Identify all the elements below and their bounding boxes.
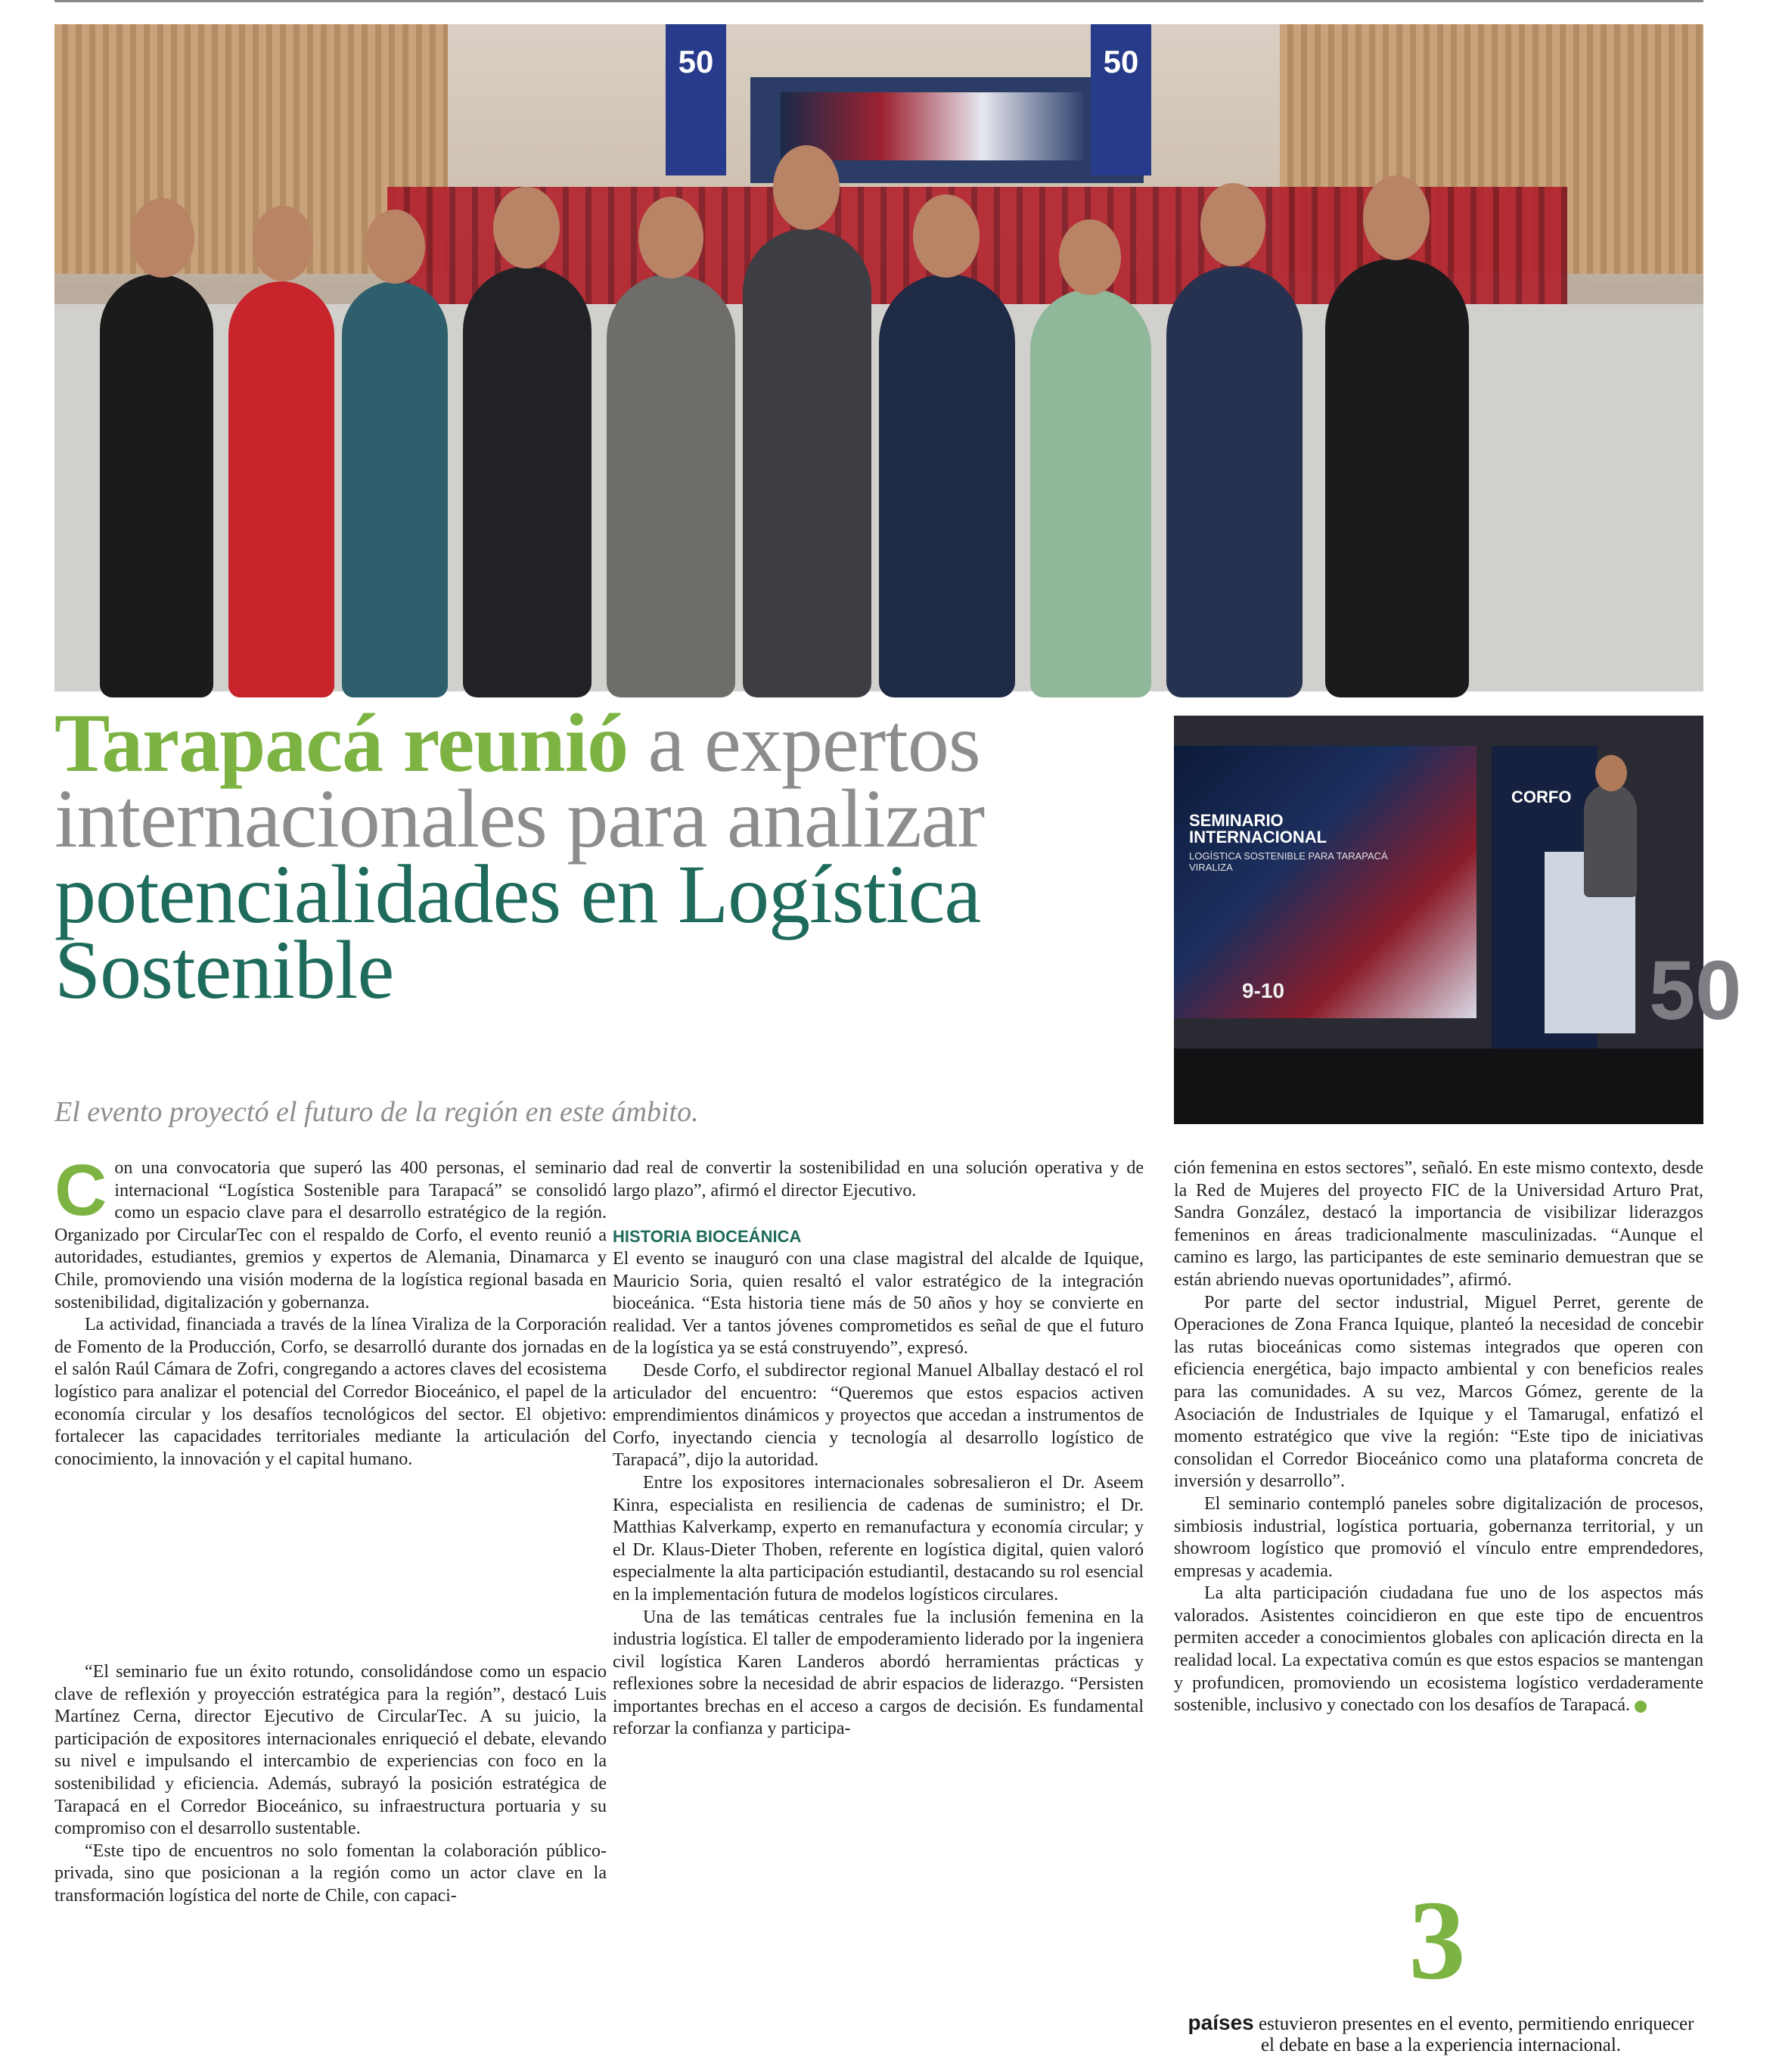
person-3 xyxy=(342,281,448,697)
event-screen-subtitle: LOGÍSTICA SOSTENIBLE PARA TARAPACÁ VIRALIZA xyxy=(1189,850,1388,873)
person-6-head xyxy=(773,145,840,230)
top-rule xyxy=(54,0,1703,2)
col2-paragraph-5: Una de las temáticas centrales fue la inclusión femenina en la industria logística. El taller de empoderamiento liderado por la ingeniera civil logística Karen Landeros abordó herramientas prácticas y reflexiones sobre la necesidad de abrir espacios de liderazgo. “Persisten importantes brechas en el acceso a cargos de decisión. Es fundamental reforzar la confianza y participa- xyxy=(613,1607,1144,1739)
person-1 xyxy=(100,274,213,697)
col3-paragraph-2: Por parte del sector industrial, Miguel Perret, gerente de Operaciones de Zona Franca Iquique, planteó la necesidad de concebir las rutas bioceánicas como sistemas integrados que operen con eficiencia energética, bajo impacto ambiental y con beneficios reales para las comunidades. A su vez, Marcos Gómez, gerente de la Asociación de Industriales de Iquique y el Tamarugal, enfatizó el momento estratégico que vive la región: “Este tipo de iniciativas consolidan el Corredor Bioceánico como una plataforma concreta de inversión y desarrollo”. xyxy=(1174,1292,1703,1492)
person-6 xyxy=(743,228,871,697)
stat-text: estuvieron presentes en el evento, permitiendo enriquecer el debate en base a la experiencia internacional. xyxy=(1253,2014,1694,2055)
person-4 xyxy=(463,266,592,697)
col3-body xyxy=(1174,1157,1703,1717)
corfo-logo: CORFO xyxy=(1511,787,1572,806)
col1-continued xyxy=(54,1661,607,1908)
col2-body xyxy=(613,1248,1144,1741)
stat-caption xyxy=(1180,2012,1702,2056)
section-heading: HISTORIA BIOCEÁNICA xyxy=(613,1227,802,1246)
col1-paragraph-1: on una convocatoria que superó las 400 personas, el seminario internacional “Logística Sostenible para Tarapacá” se consolidó como un espacio clave para el desarrollo estratégico de la región. Organizado por CircularTec con el respaldo de Corfo, el evento reunió a autoridades, estudiantes, gremios y expertos de Alemania, Dinamarca y Chile, promoviendo una visión moderna de la logística regional basada en sostenibilidad, digitalización y gobernanza. xyxy=(54,1158,607,1312)
headline-middle: a expertos internacionales para analizar xyxy=(54,697,985,865)
event-screen xyxy=(1174,746,1476,1018)
event-screen-title: SEMINARIO INTERNACIONAL xyxy=(1189,811,1327,847)
col3-paragraph-3: El seminario contempló paneles sobre digitalización de procesos, simbiosis industrial, logística portuaria, gobernanza territorial, y un showroom logístico que promovió el vínculo entre emprendedores, empresas y academia. xyxy=(1174,1493,1703,1581)
person-5-head xyxy=(638,197,703,278)
side-50-logo: 50 xyxy=(1649,944,1742,1037)
person-8 xyxy=(1030,289,1151,697)
col2-opening xyxy=(613,1157,1144,1202)
col2-paragraph-1: dad real de convertir la sostenibilidad en una solución operativa y de largo plazo”, afirmó el director Ejecutivo. xyxy=(613,1158,1144,1201)
person-4-head xyxy=(493,187,560,269)
stat-number: 3 xyxy=(1408,1878,1466,2003)
person-5 xyxy=(607,274,735,697)
person-10-head xyxy=(1363,176,1430,260)
col1-paragraph-4: “Este tipo de encuentros no solo fomentan la colaboración público-privada, sino que posicionan a la región como un actor clave en la transformación logística del norte de Chile, con capaci- xyxy=(54,1841,607,1906)
headline-emphasis: Tarapacá reunió xyxy=(54,697,629,789)
person-9 xyxy=(1166,266,1303,697)
stage-screen xyxy=(781,92,1083,160)
person-7 xyxy=(879,274,1015,697)
col2-paragraph-2: El evento se inauguró con una clase magistral del alcalde de Iquique, Mauricio Soria, quien resaltó el valor estratégico de la integración bioceánica. “Esta historia tiene más de 50 años y hoy se convierte en realidad. Ver a tantos jóvenes comprometidos es señal de que el futuro de la logística ya se está construyendo”, expresó. xyxy=(613,1249,1144,1359)
end-dot-icon xyxy=(1635,1701,1647,1713)
event-screen-date: 9-10 xyxy=(1242,979,1285,1002)
main-group-photo xyxy=(54,24,1703,691)
speaker-photo xyxy=(1174,716,1742,1124)
stat-word: países xyxy=(1188,2011,1254,2034)
person-9-head xyxy=(1200,183,1265,266)
zofri-banner-left: 50 xyxy=(666,24,726,176)
person-8-head xyxy=(1059,219,1121,295)
col1-intro xyxy=(54,1150,607,1471)
person-1-head xyxy=(130,198,194,278)
person-7-head xyxy=(913,194,980,278)
col1-paragraph-3: “El seminario fue un éxito rotundo, consolidándose como un espacio clave de reflexión y proyección estratégica para la región”, destacó Luis Martínez Cerna, director Ejecutivo de CircularTec. A su juicio, la participación de expositores internacionales enriqueció el debate, elevando su nivel e impulsando el intercambio de experiencias con foco en la sostenibilidad y eficiencia. Además, subrayó la posición estratégica de Tarapacá en el Corredor Bioceánico, su infraestructura portuaria y su compromiso con el desarrollo sustentable. xyxy=(54,1662,607,1839)
headline-end: potencialidades en Logística Sostenible xyxy=(54,848,981,1016)
col2-paragraph-4: Entre los expositores internacionales sobresalieron el Dr. Aseem Kinra, especialista en resiliencia de cadenas de suministro; el Dr. Matthias Kalverkamp, experto en remanufactura y economía circular; y el Dr. Klaus-Dieter Thoben, referente en logística digital, quien valoró especialmente la alta participación estudiantil, destacando su rol esencial en la implementación futura de modelos logísticos circulares. xyxy=(613,1472,1144,1604)
zofri-banner-right: 50 xyxy=(1091,24,1151,176)
speaker xyxy=(1584,784,1637,897)
col2-paragraph-3: Desde Corfo, el subdirector regional Manuel Alballay destacó el rol articulador del encuentro: “Queremos que estos espacios activen emprendimientos dinámicos y proyectos que accedan a instrumentos de Corfo, inyectando ciencia y tecnología al desarrollo logístico de Tarapacá”, dijo la autoridad. xyxy=(613,1360,1144,1471)
col3-paragraph-4: La alta participación ciudadana fue uno de los aspectos más valorados. Asistentes coincidieron en que este tipo de encuentros permiten acceder a conocimientos globales con aplicación directa en la realidad local. La expectativa común es que estos espacios se mantengan y profundicen, promoviendo un ecosistema logístico verdaderamente sostenible, inclusivo y conectado con los desafíos de Tarapacá. xyxy=(1174,1583,1703,1716)
col1-paragraph-2: La actividad, financiada a través de la línea Viraliza de la Corporación de Fomento de la Producción, Corfo, se desarrolló durante dos jornadas en el salón Raúl Cámara de Zofri, congregando a actores claves del ecosistema logístico para analizar el potencial del Corredor Bioceánico, el papel de la economía circular y los desafíos tecnológicos del sector. El objetivo: fortalecer las capacidades territoriales mediante la articulación del conocimiento, la innovación y el capital humano. xyxy=(54,1315,607,1469)
person-2 xyxy=(228,281,334,697)
person-10 xyxy=(1325,259,1469,697)
dropcap: C xyxy=(54,1150,107,1231)
speaker-head xyxy=(1595,755,1627,791)
col3-paragraph-1: ción femenina en estos sectores”, señaló. En este mismo contexto, desde la Red de Mujeres del proyecto FIC de la Universidad Arturo Prat, Sandra González, destacó la importancia de visibilizar liderazgos femeninos en áreas tradicionalmente masculinizadas. “Aunque el camino es largo, las participantes de este seminario demuestran que se están abriendo nuevas oportunidades”, afirmó. xyxy=(1174,1158,1703,1290)
headline xyxy=(54,697,1144,1016)
person-3-head xyxy=(365,210,425,284)
audience-silhouettes xyxy=(1174,1048,1703,1124)
subtitle: El evento proyectó el futuro de la región en este ámbito. xyxy=(54,1096,699,1128)
person-2-head xyxy=(253,206,313,281)
